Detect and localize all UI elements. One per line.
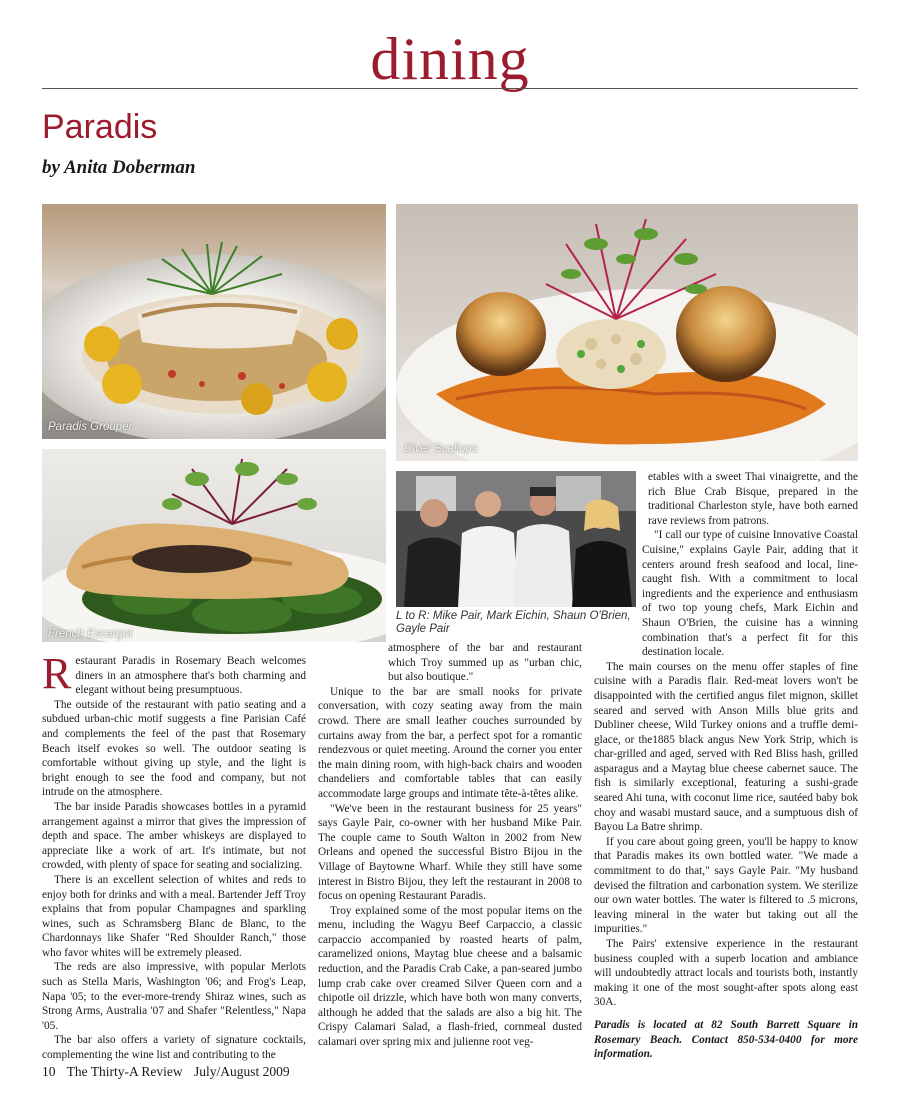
section-title: dining xyxy=(370,26,530,92)
escargot-photo xyxy=(42,449,386,642)
publication-name: The Thirty-A Review xyxy=(66,1064,183,1079)
plated-scallops-photo-icon xyxy=(396,204,858,461)
paragraph: Unique to the bar are small nooks for private conversation, with cozy seating away from the main crowd. There are small leather couches surrounded by curtains away from the bar, a perfect spot for a romantic rendezvous or quiet meeting. Around the corner you enter the main dining room, with high-back chairs and wooden chandeliers and comfortable tables that can easily accommodate large groups and intimate tête-à-têtes alike. xyxy=(318,685,582,800)
article-title: Paradis xyxy=(42,108,158,146)
photo-caption: Diver Scallops xyxy=(404,443,478,455)
article-column-2 xyxy=(318,641,582,1050)
scallops-photo xyxy=(396,204,858,461)
paragraph: "I call our type of cuisine Innovative Coastal Cuisine," explains Gayle Pair, adding that it centers around fresh seafood and local, line-caught fish. With a commitment to local ingredients and the experience and enthusiasm of two top young chefs, Mark Eichin and Shaun O'Brien, the cuisine has a winning combination that's a perfect fit for this destination locale. xyxy=(642,529,858,659)
article-column-1 xyxy=(42,649,306,1063)
plated-escargot-photo-icon xyxy=(42,449,386,642)
issue-date: July/August 2009 xyxy=(194,1064,290,1079)
owners-caption: L to R: Mike Pair, Mark Eichin, Shaun O'Brien, Gayle Pair xyxy=(396,610,631,635)
byline: by Anita Doberman xyxy=(42,157,196,178)
paragraph: The bar also offers a variety of signature cocktails, complementing the wine list and contributing to the xyxy=(42,1034,306,1062)
paragraph: The outside of the restaurant with patio seating and a subdued urban-chic motif suggests a fine Parisian Café and complements the feel of the past that Rosemary Beach itself evokes so well. The outdoor seating is comfortable without giving up style, and the light is bright enough to see the food and company, but not intrude on the atmosphere. xyxy=(42,698,306,799)
paragraph: The main courses on the menu offer staples of fine cuisine with a Paradis flair. Red-meat lovers won't be disappointed with the certified angus filet mignon, skillet seared and served with Anson Mills blue grits and Dubliner cheese, Wild Turkey onions and a truffle demi-glace, or the1885 black angus New York Strip, which is char-grilled and aged, served with Red Bliss hash, grilled asparagus and a Maytag blue cheese cabernet sauce. The fish is similarly exceptional, featuring a sushi-grade seared Ahi tuna, with coconut lime rice, sautéed baby bok choy and wasabi mustard sauce, and a sumptuous dish of Bayou La Batre shrimp. xyxy=(594,660,858,834)
article-column-3 xyxy=(594,470,858,1062)
photo-caption: Paradis Grouper xyxy=(48,421,133,433)
paragraph: The bar inside Paradis showcases bottles in a pyramid arrangement against a mirror that gives the impression of depth and space. The amber whiskeys are displayed to appreciate like a work of art. It's intimate, but not crowded, with plenty of space for seating and socializing. xyxy=(42,800,306,872)
paragraph: The Pairs' extensive experience in the restaurant business coupled with a superb location and ambiance will undoubtedly attract locals and tourists both, instantly making it one of the most sought-after spots along east 30A. xyxy=(594,938,858,1009)
paragraph: Restaurant Paradis in Rosemary Beach welcomes diners in an atmosphere that's both charming and elegant without being presumptuous. xyxy=(42,649,306,698)
page-footer xyxy=(42,1064,298,1080)
photo-caption: French Escargot xyxy=(48,628,133,640)
paragraph: Troy explained some of the most popular items on the menu, including the Wagyu Beef Carpaccio, a classic carpaccio accompanied by roasted hearts of palm, caramelized onions, Maytag blue cheese and a balsamic reduction, and the Paradis Crab Cake, a pan-seared jumbo lump crab cake over creamed Silver Queen corn and a chipotle oil drizzle, which have both won many converts, although he added that the salads are also a big hit. The Crispy Calamari Salad, a flash-fried, cornmeal dusted calamari over spring mix and julienne root veg- xyxy=(318,904,582,1049)
paragraph: There is an excellent selection of whites and reds to enjoy both for drinks and with a meal. Bartender Jeff Troy explains that from popular Champagnes and sparkling wines, such as Schramsberg Blanc de Blanc, to the Chardonnays like Shafer "Red Shoulder Ranch," those who favor whites will be extremely pleased. xyxy=(42,873,306,959)
paragraph: "We've been in the restaurant business for 25 years" says Gayle Pair, co-owner with her husband Mike Pair. The couple came to South Walton in 2002 from New Orleans and opened the successful Bistro Bijou in the Village of Baytowne Wharf. While they still have some interest in Bistro Bijou, they left the restaurant in 2008 to focus on opening Restaurant Paradis. xyxy=(318,802,582,903)
paragraph: The reds are also impressive, with popular Merlots such as Stella Maris, Washington '06; and Frog's Leap, Napa '05; to the ever-more-trendy Shiraz wines, such as Strong Arms, Australia '07 and Shafer "Relentless," Napa '05. xyxy=(42,961,306,1032)
drop-cap: R xyxy=(42,649,72,698)
page-number: 10 xyxy=(42,1064,56,1079)
closing-info: Paradis is located at 82 South Barrett Square in Rosemary Beach. Contact 850-534-0400 for more information. xyxy=(594,1018,858,1061)
paragraph: atmosphere of the bar and restaurant which Troy summed up as "urban chic, but also boutique." xyxy=(388,642,582,684)
paragraph: If you care about going green, you'll be happy to know that Paradis makes its own bottled water. "We made a commitment to do that," says Gayle Pair. "My husband devised the filtration and carbonation system. We sterilize our own water bottles. The water is filtered to .5 microns, leaving mineral in the water but taking out all the impurities." xyxy=(594,835,858,936)
header-rule xyxy=(42,88,858,89)
paragraph: etables with a sweet Thai vinaigrette, and the rich Blue Crab Bisque, prepared in the traditional Charleston style, have both earned rave reviews from patrons. xyxy=(648,471,858,527)
plated-grouper-photo-icon xyxy=(42,204,386,439)
grouper-photo xyxy=(42,204,386,439)
